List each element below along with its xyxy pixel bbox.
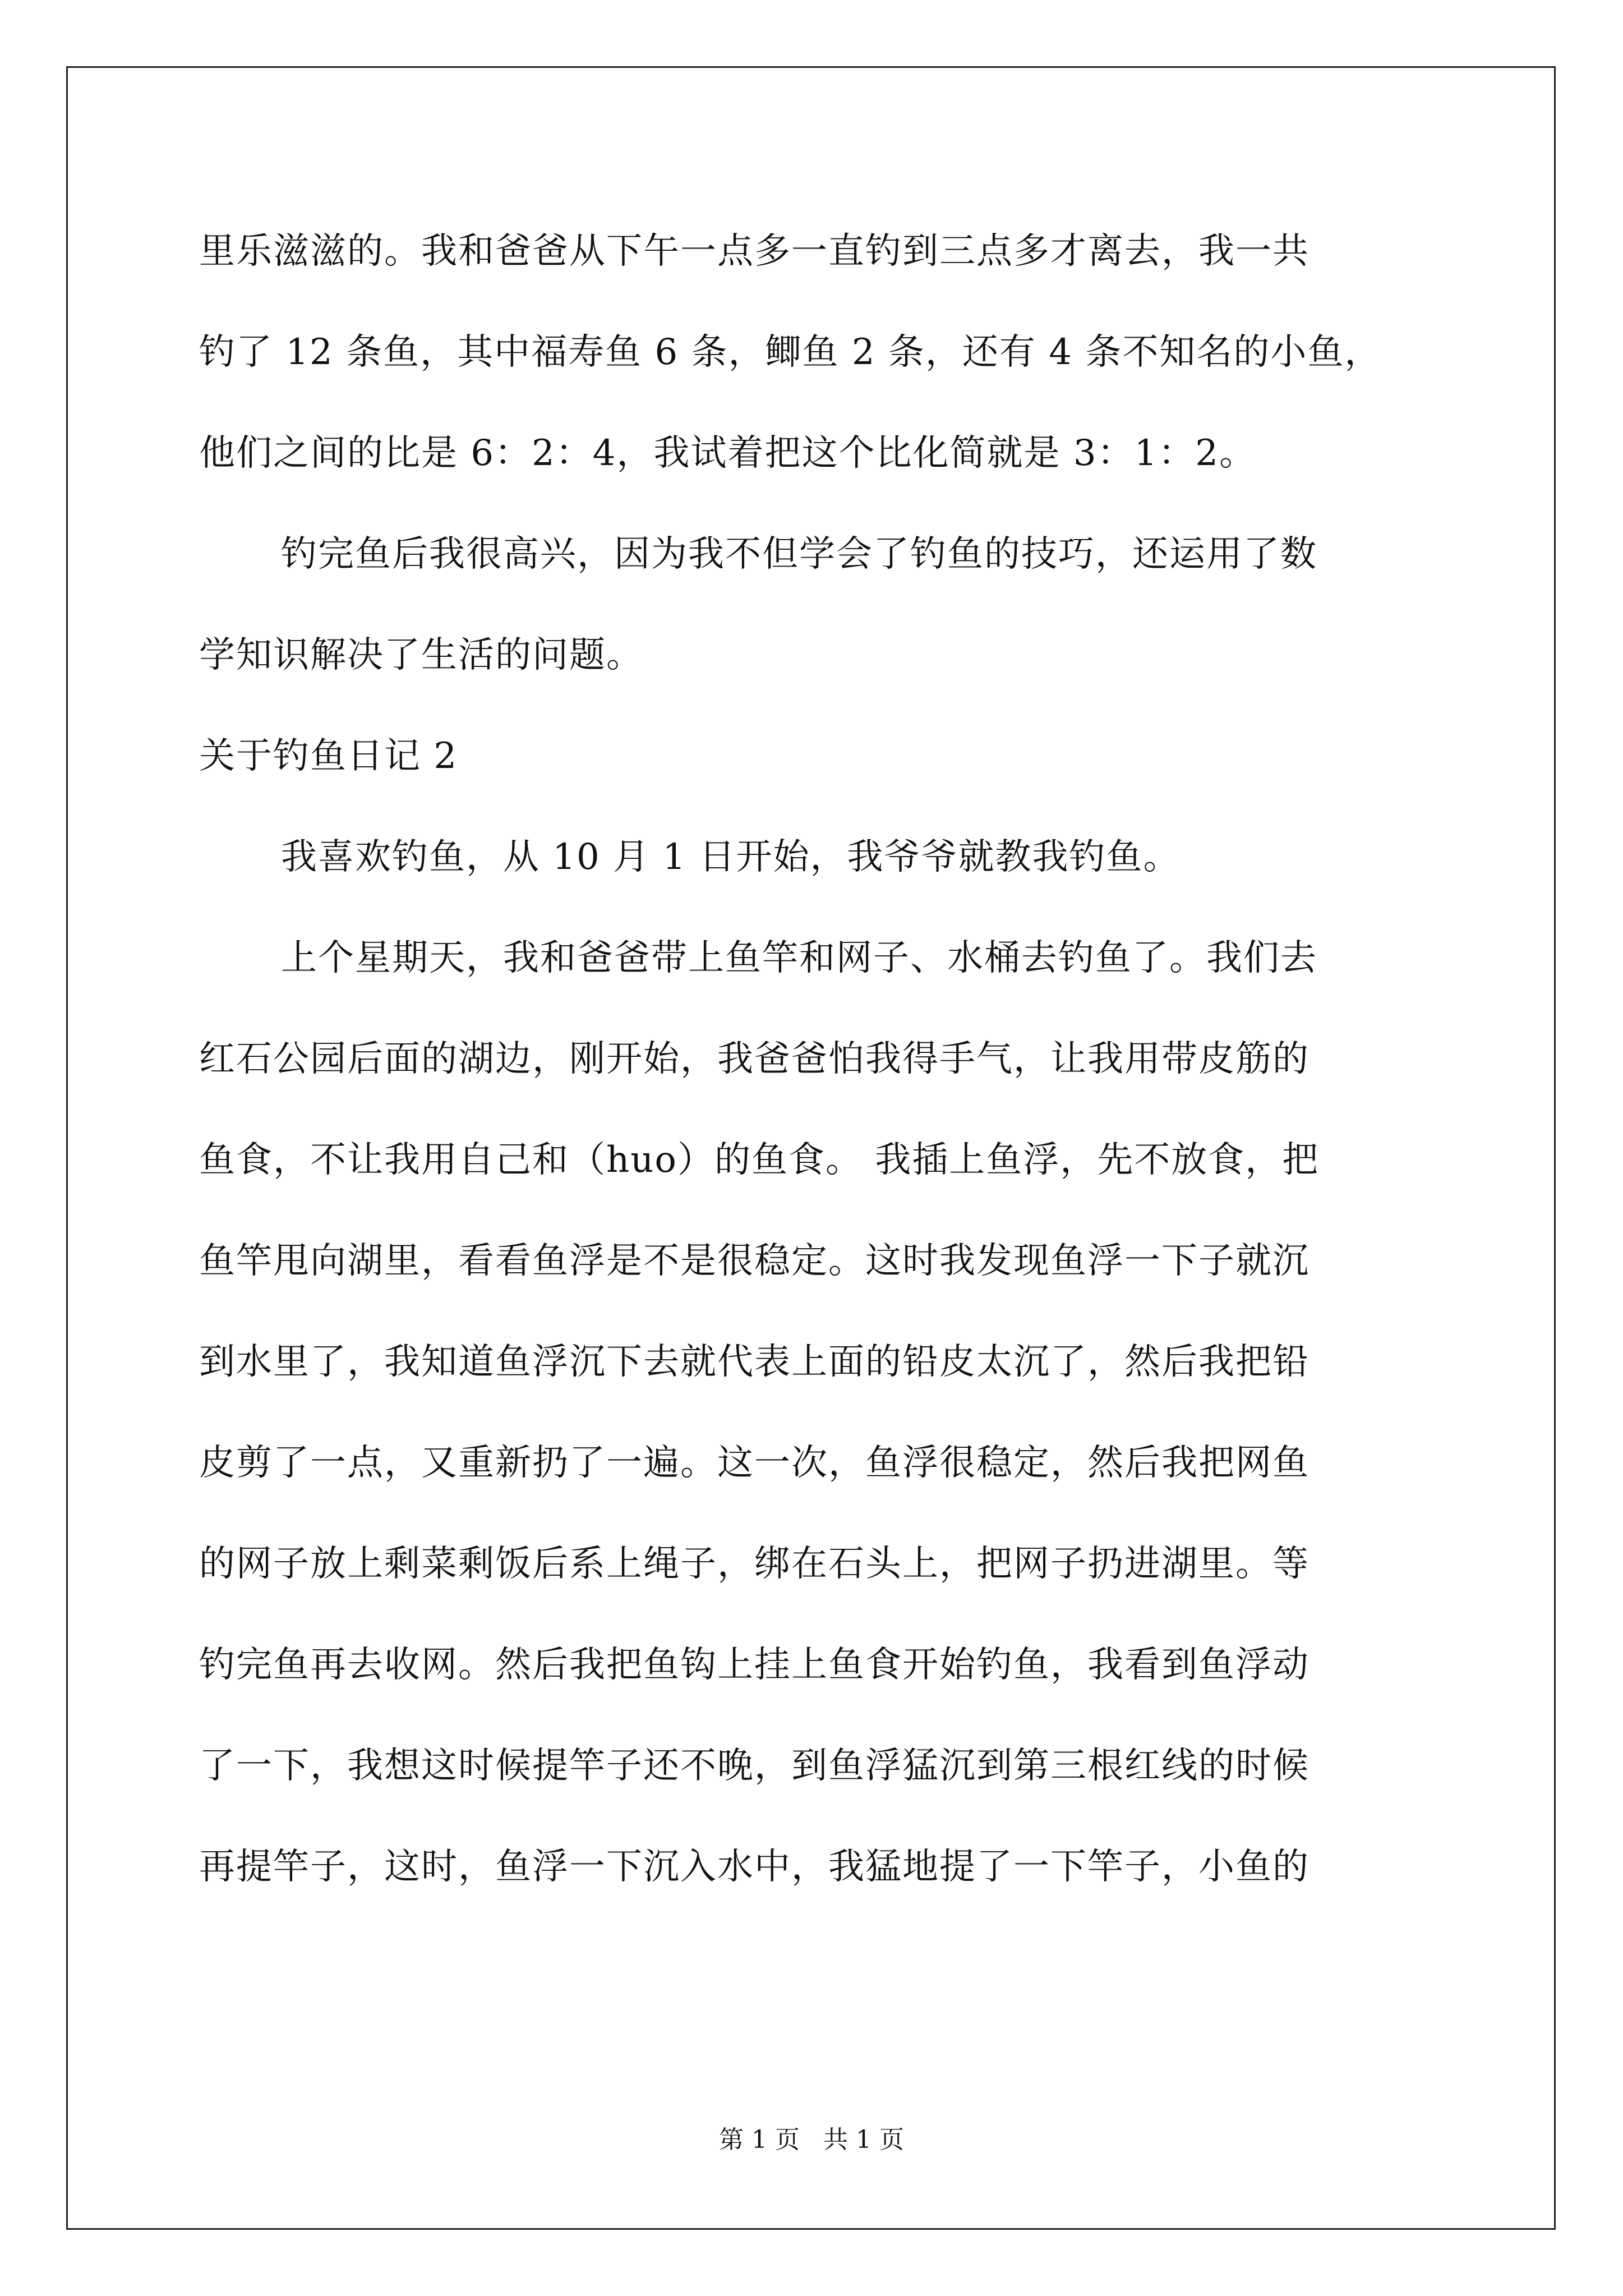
- text-line: 里乐滋滋的。我和爸爸从下午一点多一直钓到三点多才离去，我一共: [199, 231, 1310, 272]
- text-line: 再提竿子，这时，鱼浮一下沉入水中，我猛地提了一下竿子，小鱼的: [199, 1846, 1310, 1888]
- text-line: 到水里了，我知道鱼浮沉下去就代表上面的铅皮太沉了，然后我把铅: [199, 1341, 1310, 1383]
- text-line: 鱼竿甩向湖里，看看鱼浮是不是很稳定。这时我发现鱼浮一下子就沉: [199, 1240, 1310, 1282]
- text-line: 他们之间的比是 6：2：4，我试着把这个比化简就是 3：1：2。: [199, 432, 1256, 474]
- text-line: 钓了 12 条鱼，其中福寿鱼 6 条，鲫鱼 2 条，还有 4 条不知名的小鱼，: [199, 332, 1382, 373]
- page-number-footer: 第 1 页 共 1 页: [719, 2125, 904, 2154]
- paragraph-start-line: 我喜欢钓鱼，从 10 月 1 日开始，我爷爷就教我钓鱼。: [281, 836, 1181, 878]
- text-line: 鱼食，不让我用自己和（huo）的鱼食。 我插上鱼浮，先不放食，把: [199, 1139, 1320, 1181]
- document-body: [199, 213, 1427, 1930]
- text-line: 学知识解决了生活的问题。: [199, 634, 643, 676]
- text-line: 红石公园后面的湖边，刚开始，我爸爸怕我得手气，让我用带皮筋的: [199, 1038, 1310, 1080]
- text-line: 的网子放上剩菜剩饭后系上绳子，绑在石头上，把网子扔进湖里。等: [199, 1543, 1310, 1585]
- text-line: 皮剪了一点，又重新扔了一遍。这一次，鱼浮很稳定，然后我把网鱼: [199, 1442, 1310, 1484]
- text-line: 钓完鱼再去收网。然后我把鱼钩上挂上鱼食开始钓鱼，我看到鱼浮动: [199, 1644, 1310, 1686]
- text-line: 了一下，我想这时候提竿子还不晚，到鱼浮猛沉到第三根红线的时候: [199, 1745, 1310, 1787]
- section-heading: 关于钓鱼日记 2: [199, 735, 458, 777]
- paragraph-start-line: 上个星期天，我和爸爸带上鱼竿和网子、水桶去钓鱼了。我们去: [281, 937, 1317, 979]
- paragraph-start-line: 钓完鱼后我很高兴，因为我不但学会了钓鱼的技巧，还运用了数: [281, 533, 1317, 575]
